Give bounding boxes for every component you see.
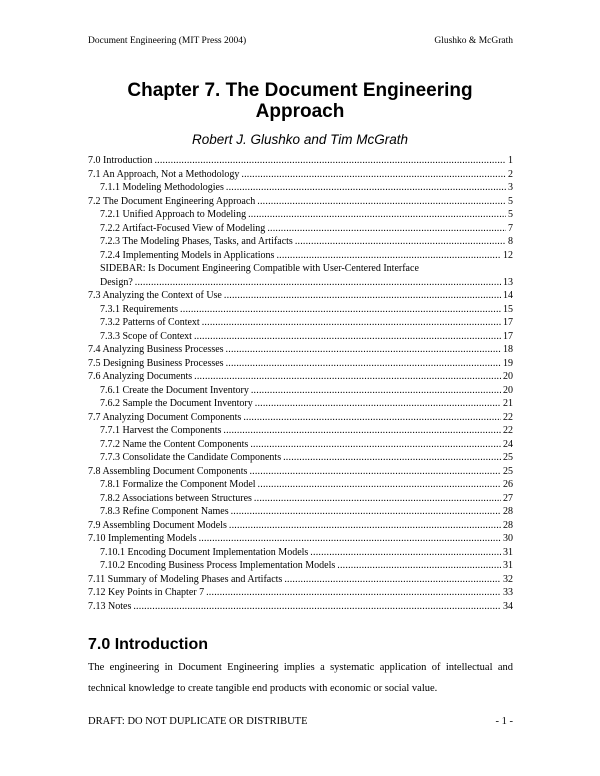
toc-entry-label: 7.8.3 Refine Component Names xyxy=(100,506,229,517)
toc-entry-label: 7.5 Designing Business Processes xyxy=(88,357,224,369)
toc-leader-dots xyxy=(257,196,506,207)
toc-entry-label: 7.2.3 The Modeling Phases, Tasks, and Artifacts xyxy=(100,236,293,247)
toc-entry-page: 20 xyxy=(503,371,513,382)
toc-leader-dots xyxy=(248,209,506,220)
toc-entry-label: 7.2 The Document Engineering Approach xyxy=(88,195,256,207)
toc-leader-dots xyxy=(283,452,501,463)
toc-entry-page: 32 xyxy=(503,573,513,585)
toc-entry[interactable] xyxy=(88,425,513,439)
toc-entry[interactable] xyxy=(88,506,513,520)
authors: Robert J. Glushko and Tim McGrath xyxy=(192,132,408,147)
toc-leader-dots xyxy=(267,223,506,234)
toc-entry-page: 22 xyxy=(503,411,513,423)
toc-entry[interactable] xyxy=(88,452,513,466)
toc-entry[interactable] xyxy=(88,277,513,291)
toc-entry[interactable] xyxy=(88,547,513,561)
page-footer xyxy=(88,716,513,727)
toc-entry-page: 8 xyxy=(508,236,513,247)
toc-entry[interactable] xyxy=(88,520,513,534)
toc-leader-dots xyxy=(241,169,506,180)
footer-page-number: - 1 - xyxy=(495,716,513,727)
toc-leader-dots xyxy=(231,506,501,517)
toc-entry-page: 31 xyxy=(503,546,513,558)
toc-entry-page: 7 xyxy=(508,222,513,234)
toc-entry-page: 30 xyxy=(503,533,513,544)
toc-entry[interactable] xyxy=(88,182,513,196)
toc-entry-label: 7.6.1 Create the Document Inventory xyxy=(100,384,249,396)
toc-entry-label: 7.13 Notes xyxy=(88,600,132,612)
toc-entry-page: 5 xyxy=(508,209,513,220)
toc-entry[interactable] xyxy=(88,398,513,412)
toc-entry-page: 22 xyxy=(503,425,513,436)
toc-entry-page: 34 xyxy=(503,600,513,612)
toc-entry[interactable] xyxy=(88,209,513,223)
toc-entry[interactable] xyxy=(88,479,513,493)
toc-entry[interactable] xyxy=(88,385,513,399)
toc-entry[interactable] xyxy=(88,574,513,588)
toc-entry-page: 12 xyxy=(503,249,513,261)
toc-entry[interactable] xyxy=(88,155,513,169)
toc-entry-label: 7.1.1 Modeling Methodologies xyxy=(100,182,224,193)
toc-entry-page: 28 xyxy=(503,519,513,531)
toc-entry-prefix: SIDEBAR: Is Document Engineering Compatible with User-Centered Interface xyxy=(100,263,419,274)
toc-entry-label: 7.7.2 Name the Content Components xyxy=(100,438,249,450)
header-right: Glushko & McGrath xyxy=(434,36,513,46)
toc-leader-dots xyxy=(337,560,501,571)
toc-entry-label: 7.2.1 Unified Approach to Modeling xyxy=(100,209,247,220)
toc-leader-dots xyxy=(255,398,501,409)
toc-entry[interactable] xyxy=(88,466,513,480)
toc-entry-label: 7.12 Key Points in Chapter 7 xyxy=(88,587,205,598)
toc-leader-dots xyxy=(229,520,501,531)
toc-leader-dots xyxy=(199,533,501,544)
toc-entry-page: 26 xyxy=(503,479,513,490)
toc-entry-page: 17 xyxy=(503,317,513,328)
toc-entry-label: 7.4 Analyzing Business Processes xyxy=(88,344,224,355)
toc-leader-dots xyxy=(226,182,506,193)
toc-entry[interactable] xyxy=(88,412,513,426)
toc-entry-label: 7.3 Analyzing the Context of Use xyxy=(88,290,222,301)
toc-entry-page: 19 xyxy=(503,357,513,369)
toc-entry[interactable] xyxy=(88,250,513,264)
toc-leader-dots xyxy=(206,587,501,598)
toc-leader-dots xyxy=(223,425,501,436)
toc-entry-page: 24 xyxy=(503,438,513,450)
toc-entry[interactable] xyxy=(88,533,513,547)
toc-entry-page: 21 xyxy=(503,398,513,409)
toc-entry-label: 7.7 Analyzing Document Components xyxy=(88,411,242,423)
toc-entry[interactable] xyxy=(88,196,513,210)
toc-entry-label: 7.6 Analyzing Documents xyxy=(88,371,193,382)
toc-entry-page: 18 xyxy=(503,344,513,355)
toc-entry-label: 7.3.1 Requirements xyxy=(100,303,179,315)
toc-entry-page: 25 xyxy=(503,452,513,463)
toc-leader-dots xyxy=(226,344,501,355)
toc-entry[interactable] xyxy=(88,236,513,250)
toc-entry-page: 2 xyxy=(508,168,513,180)
toc-entry-label: 7.8.1 Formalize the Component Model xyxy=(100,479,256,490)
toc-entry-label: 7.9 Assembling Document Models xyxy=(88,519,227,531)
toc-leader-dots xyxy=(226,358,501,369)
toc-entry-page: 15 xyxy=(503,303,513,315)
toc-entry-page: 20 xyxy=(503,384,513,396)
toc-entry-label: 7.10.2 Encoding Business Process Implementation Models xyxy=(100,560,336,571)
toc-entry-label: 7.0 Introduction xyxy=(88,155,153,166)
toc-leader-dots xyxy=(180,304,501,315)
toc-leader-dots xyxy=(194,371,501,382)
toc-leader-dots xyxy=(202,317,501,328)
toc-entry[interactable] xyxy=(88,169,513,183)
toc-entry-label: 7.8.2 Associations between Structures xyxy=(100,492,252,504)
toc-entry[interactable] xyxy=(88,587,513,601)
toc-entry-label: Design? xyxy=(100,276,133,288)
header-left: Document Engineering (MIT Press 2004) xyxy=(88,36,247,46)
chapter-title-line2: Approach xyxy=(255,101,345,122)
toc-entry-label: 7.3.3 Scope of Context xyxy=(100,330,192,342)
toc-entry[interactable] xyxy=(88,331,513,345)
toc-entry-label: 7.6.2 Sample the Document Inventory xyxy=(100,398,253,409)
toc-entry-label: 7.10 Implementing Models xyxy=(88,533,197,544)
toc-entry-page: 28 xyxy=(503,506,513,517)
table-of-contents xyxy=(88,155,513,614)
toc-entry-label: 7.7.3 Consolidate the Candidate Components xyxy=(100,452,282,463)
toc-leader-dots xyxy=(284,574,501,585)
toc-entry-label: 7.10.1 Encoding Document Implementation Models xyxy=(100,546,309,558)
toc-leader-dots xyxy=(133,601,501,612)
toc-entry-page: 25 xyxy=(503,465,513,477)
toc-leader-dots xyxy=(194,331,501,342)
toc-entry-label: 7.3.2 Patterns of Context xyxy=(100,317,200,328)
toc-entry[interactable] xyxy=(88,601,513,615)
toc-leader-dots xyxy=(250,439,501,450)
toc-entry-label: 7.7.1 Harvest the Components xyxy=(100,425,222,436)
toc-entry[interactable] xyxy=(88,358,513,372)
toc-leader-dots xyxy=(251,385,501,396)
section-body: The engineering in Document Engineering implies a systematic application of intellectual and technical knowledge to create tangible end products with economic or social value. xyxy=(88,662,513,694)
toc-entry-page: 14 xyxy=(503,290,513,301)
toc-entry-page: 33 xyxy=(503,587,513,598)
toc-entry-label: 7.1 An Approach, Not a Methodology xyxy=(88,168,240,180)
page-header xyxy=(88,36,513,46)
toc-leader-dots xyxy=(310,547,501,558)
footer-left: DRAFT: DO NOT DUPLICATE OR DISTRIBUTE xyxy=(88,716,308,727)
chapter-title xyxy=(0,80,600,122)
toc-leader-dots xyxy=(258,479,501,490)
toc-entry-label: 7.11 Summary of Modeling Phases and Artifacts xyxy=(88,573,283,585)
toc-entry[interactable] xyxy=(88,439,513,453)
toc-entry-page: 1 xyxy=(508,155,513,166)
toc-entry[interactable] xyxy=(88,493,513,507)
toc-entry-page: 3 xyxy=(508,182,513,193)
toc-leader-dots xyxy=(254,493,501,504)
toc-entry[interactable] xyxy=(88,317,513,331)
toc-leader-dots xyxy=(295,236,506,247)
toc-entry[interactable] xyxy=(88,344,513,358)
toc-entry-label: 7.2.4 Implementing Models in Applications xyxy=(100,249,275,261)
toc-entry-page: 5 xyxy=(508,195,513,207)
toc-entry-label: 7.8 Assembling Document Components xyxy=(88,465,248,477)
toc-leader-dots xyxy=(276,250,501,261)
chapter-title-line1: Chapter 7. The Document Engineering xyxy=(127,80,473,101)
toc-entry[interactable] xyxy=(88,304,513,318)
toc-entry[interactable] xyxy=(88,371,513,385)
toc-leader-dots xyxy=(249,466,501,477)
toc-entry-page: 31 xyxy=(503,560,513,571)
section-heading: 7.0 Introduction xyxy=(88,636,208,653)
toc-leader-dots xyxy=(243,412,501,423)
toc-entry-page: 13 xyxy=(503,276,513,288)
toc-entry[interactable] xyxy=(88,223,513,237)
toc-leader-dots xyxy=(224,290,501,301)
toc-entry-page: 17 xyxy=(503,330,513,342)
toc-entry-label: 7.2.2 Artifact-Focused View of Modeling xyxy=(100,222,266,234)
toc-entry-page: 27 xyxy=(503,492,513,504)
toc-entry[interactable] xyxy=(88,560,513,574)
toc-entry[interactable] xyxy=(88,290,513,304)
toc-leader-dots xyxy=(135,277,501,288)
toc-leader-dots xyxy=(154,155,506,166)
